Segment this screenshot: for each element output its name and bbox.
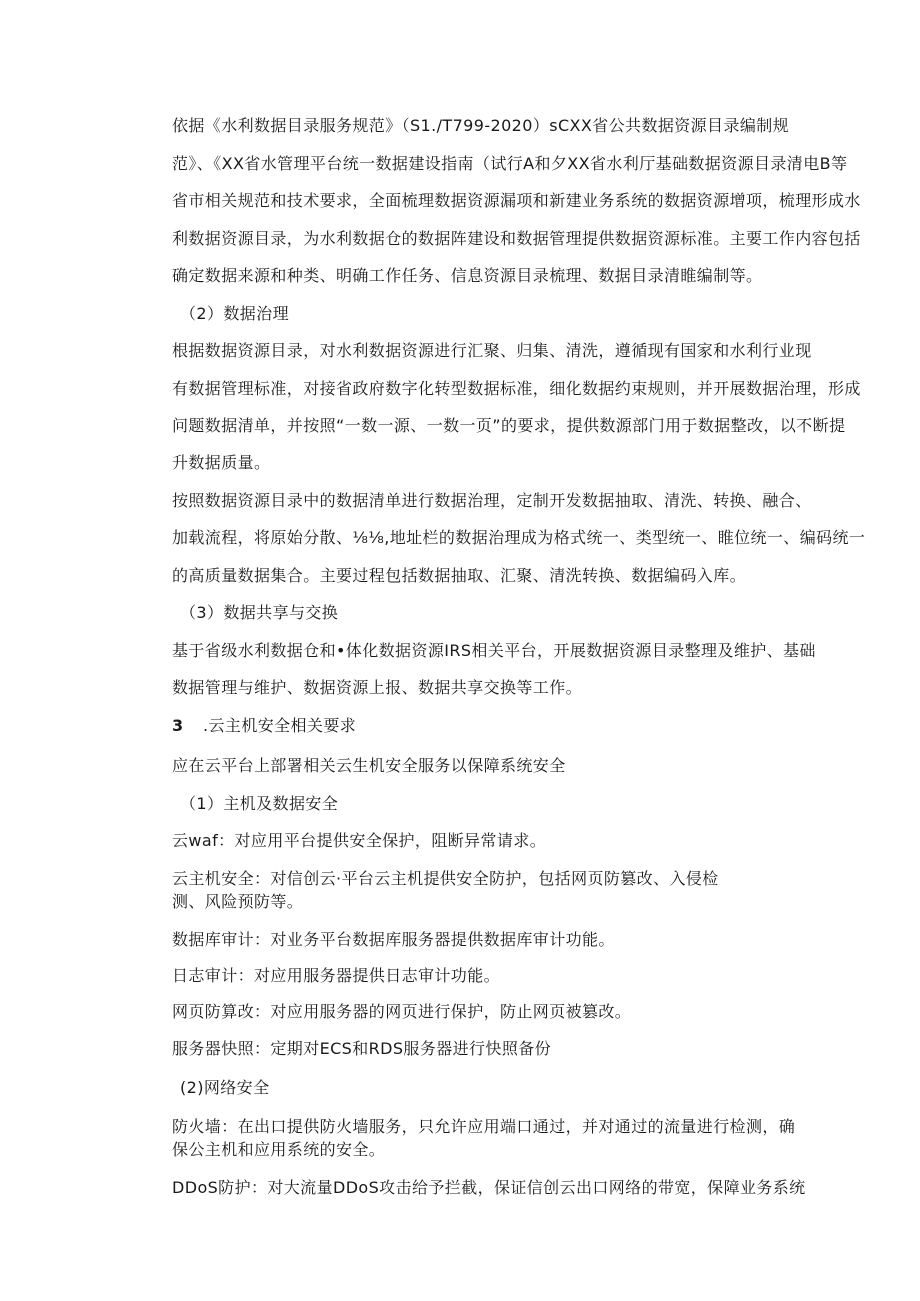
paragraph-1-line-5: 确定数据来源和种类、明确工作任务、信息资源目录梳理、数据目录清睢编制等。 [172, 266, 763, 285]
section-number: 3 [172, 716, 184, 735]
item-cloud-host-security-line-2: 测、风险预防等。 [172, 892, 304, 911]
paragraph-2-line-4: 升数据质量。 [172, 453, 271, 472]
heading-data-governance: （2）数据治理 [180, 304, 289, 323]
paragraph-2-line-1: 根据数据资源目录，对水利数据资源进行汇聚、归集、清洗，遵循现有国家和水利行业现 [172, 341, 812, 360]
heading-host-data-security: （1）主机及数据安全 [180, 794, 339, 813]
paragraph-4-line-1: 基于省级水利数据仓和•体化数据资源IRS相关平台，开展数据资源目录整理及维护、基础 [172, 641, 816, 660]
heading-network-security: (2)网络安全 [180, 1078, 270, 1097]
item-cloud-host-security-line-1: 云主机安全：对信创云·平台云主机提供安全防护，包括网页防篡改、入侵检 [172, 869, 719, 888]
section-title: .云主机安全相关要求 [203, 716, 357, 735]
paragraph-1-line-2: 范》、《XX省水管理平台统一数据建设指南（试行A和夕XX省水利厅基础数据资源目录清电B等 [172, 154, 848, 173]
paragraph-1-line-4: 利数据资源目录，为水利数据仓的数据阵建设和数据管理提供数据资源标准。主要工作内容包括 [172, 229, 861, 248]
paragraph-3-line-3: 的高质量数据集合。主要过程包括数据抽取、汇聚、清洗转换、数据编码入库。 [172, 566, 747, 585]
section-3-heading [172, 716, 356, 736]
firewall-line-2: 保公主机和应用系统的安全。 [172, 1140, 386, 1159]
item-web-tamper-protection: 网页防算改：对应用服务器的网页进行保护，防止网页被篡改。 [172, 1002, 632, 1021]
paragraph-1-line-1: 依据《水利数据目录服务规范》（S1./T799-2020）sCXX省公共数据资源目录编制规 [172, 116, 790, 135]
item-log-audit: 日志审计：对应用服务器提供日志审计功能。 [172, 966, 501, 985]
paragraph-2-line-3: 问题数据清单，并按照“一数一源、一数一页”的要求，提供数源部门用于数据整改，以不断提 [172, 416, 846, 435]
paragraph-4-line-2: 数据管理与维护、数据资源上报、数据共享交换等工作。 [172, 678, 583, 697]
ddos-line-1: DDoS防护：对大流量DDoS攻击给予拦截，保证信创云出口网络的带宽，保障业务系统 [172, 1178, 806, 1197]
paragraph-3-line-2: 加载流程，将原始分散、⅛⅛,地址栏的数据治理成为格式统一、类型统一、睢位统一、编码统一 [172, 528, 866, 547]
firewall-line-1: 防火墙：在出口提供防火墙服务，只允许应用端口通过，并对通过的流量进行检测，确 [172, 1117, 796, 1136]
item-server-snapshot: 服务器快照：定期对ECS和RDS服务器进行快照备份 [172, 1039, 552, 1058]
paragraph-2-line-2: 有数据管理标准，对接省政府数字化转型数据标准，细化数据约束规则，并开展数据治理，形成 [172, 379, 861, 398]
item-database-audit: 数据库审计：对业务平台数据库服务器提供数据库审计功能。 [172, 930, 615, 949]
heading-data-sharing: （3）数据共享与交换 [180, 603, 339, 622]
item-cloud-waf: 云waf：对应用平台提供安全保护，阻断异常请求。 [172, 831, 547, 850]
paragraph-3-line-1: 按照数据资源目录中的数据清单进行数据治理，定制开发数据抽取、清洗、转换、融合、 [172, 491, 812, 510]
paragraph-5: 应在云平台上部署相关云生机安全服务以保障系统安全 [172, 756, 566, 775]
paragraph-1-line-3: 省市相关规范和技术要求，全面梳理数据资源漏项和新建业务系统的数据资源增项，梳理形成水 [172, 191, 861, 210]
